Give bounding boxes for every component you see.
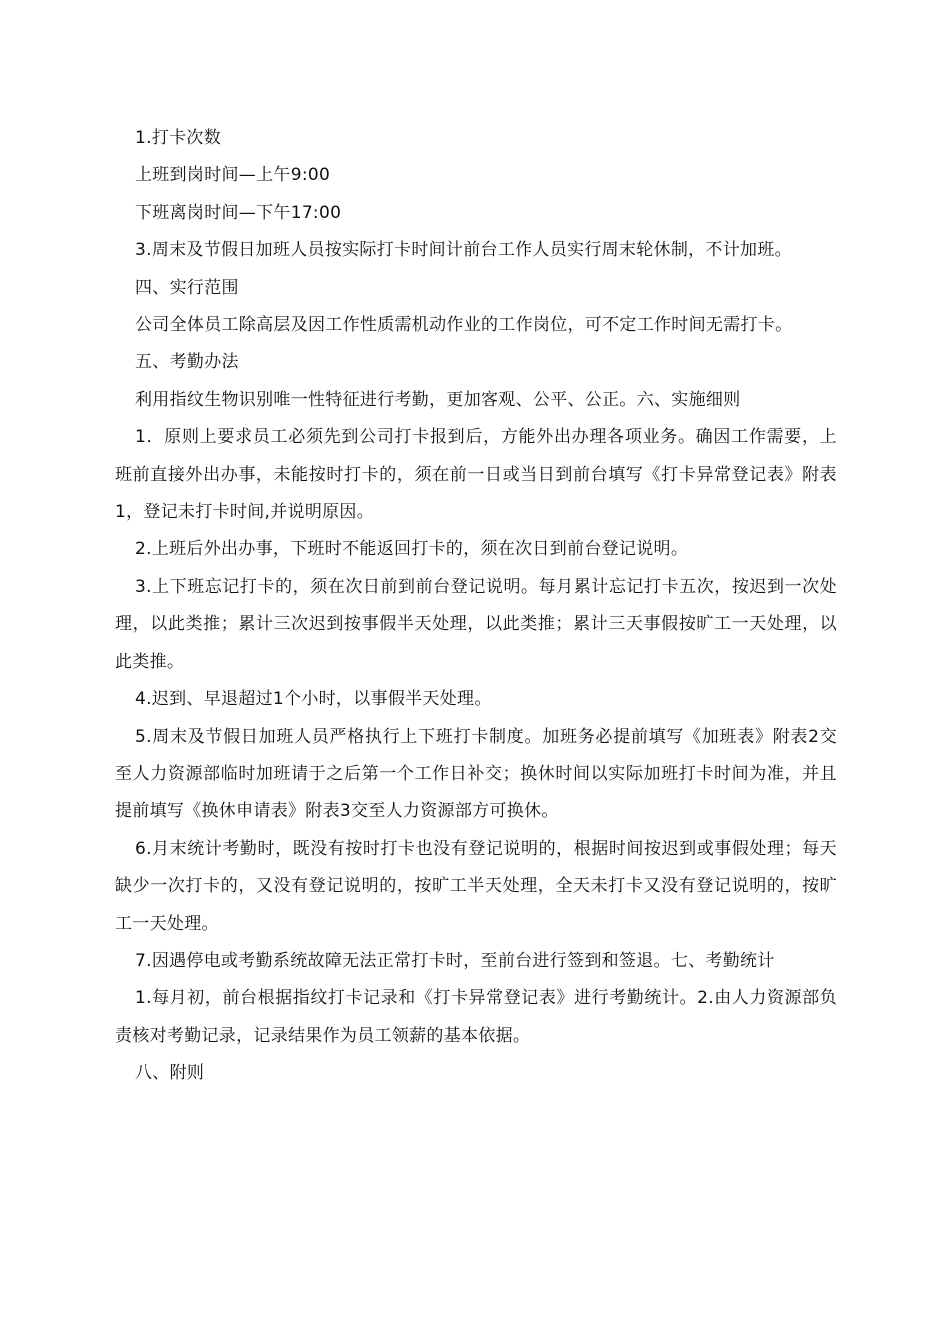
document-body xyxy=(115,120,837,1093)
weekend-overtime-paragraph: 3.周末及节假日加班人员按实际打卡时间计前台工作人员实行周末轮休制，不计加班。 xyxy=(135,240,792,261)
rule-5-paragraph: 5.周末及节假日加班人员严格执行上下班打卡制度。加班务必提前填写《加班表》附表2交至人力资源部临时加班请于之后第一个工作日补交；换休时间以实际加班打卡时间为准，并且提前填写《换休申请表》附表3交至人力资源部方可换休。 xyxy=(115,726,837,822)
rule-2-paragraph: 2.上班后外出办事，下班时不能返回打卡的，须在次日到前台登记说明。 xyxy=(135,539,689,560)
statistics-paragraph: 1.每月初，前台根据指纹打卡记录和《打卡异常登记表》进行考勤统计。2.由人力资源部负责核对考勤记录，记录结果作为员工领薪的基本依据。 xyxy=(115,988,837,1046)
arrival-time-line: 上班到岗时间—上午9:00 xyxy=(135,165,331,186)
rule-4-paragraph: 4.迟到、早退超过1个小时，以事假半天处理。 xyxy=(135,689,492,710)
rule-3-paragraph: 3.上下班忘记打卡的，须在次日前到前台登记说明。每月累计忘记打卡五次，按迟到一次处理，以此类推；累计三次迟到按事假半天处理，以此类推；累计三天事假按旷工一天处理，以此类推。 xyxy=(115,576,837,672)
section-heading-appendix: 八、附则 xyxy=(135,1063,205,1084)
section-heading-scope: 四、实行范围 xyxy=(135,277,239,298)
section-heading-method: 五、考勤办法 xyxy=(135,352,239,373)
scope-paragraph: 公司全体员工除高层及因工作性质需机动作业的工作岗位，可不定工作时间无需打卡。 xyxy=(135,315,793,336)
rule-7-paragraph: 7.因遇停电或考勤系统故障无法正常打卡时，至前台进行签到和签退。七、考勤统计 xyxy=(135,950,775,971)
rule-1-paragraph: 1．原则上要求员工必须先到公司打卡报到后，方能外出办理各项业务。确因工作需要，上班前直接外出办事，未能按时打卡的，须在前一日或当日到前台填写《打卡异常登记表》附表1，登记未打卡时间,并说明原因。 xyxy=(115,427,837,523)
departure-time-line: 下班离岗时间—下午17:00 xyxy=(135,202,342,223)
rule-6-paragraph: 6.月末统计考勤时，既没有按时打卡也没有登记说明的，根据时间按迟到或事假处理；每天缺少一次打卡的，又没有登记说明的，按旷工半天处理，全天未打卡又没有登记说明的，按旷工一天处理。 xyxy=(115,838,837,934)
heading-punch-count: 1.打卡次数 xyxy=(135,128,222,148)
method-paragraph: 利用指纹生物识别唯一性特征进行考勤，更加客观、公平、公正。六、实施细则 xyxy=(135,389,741,410)
